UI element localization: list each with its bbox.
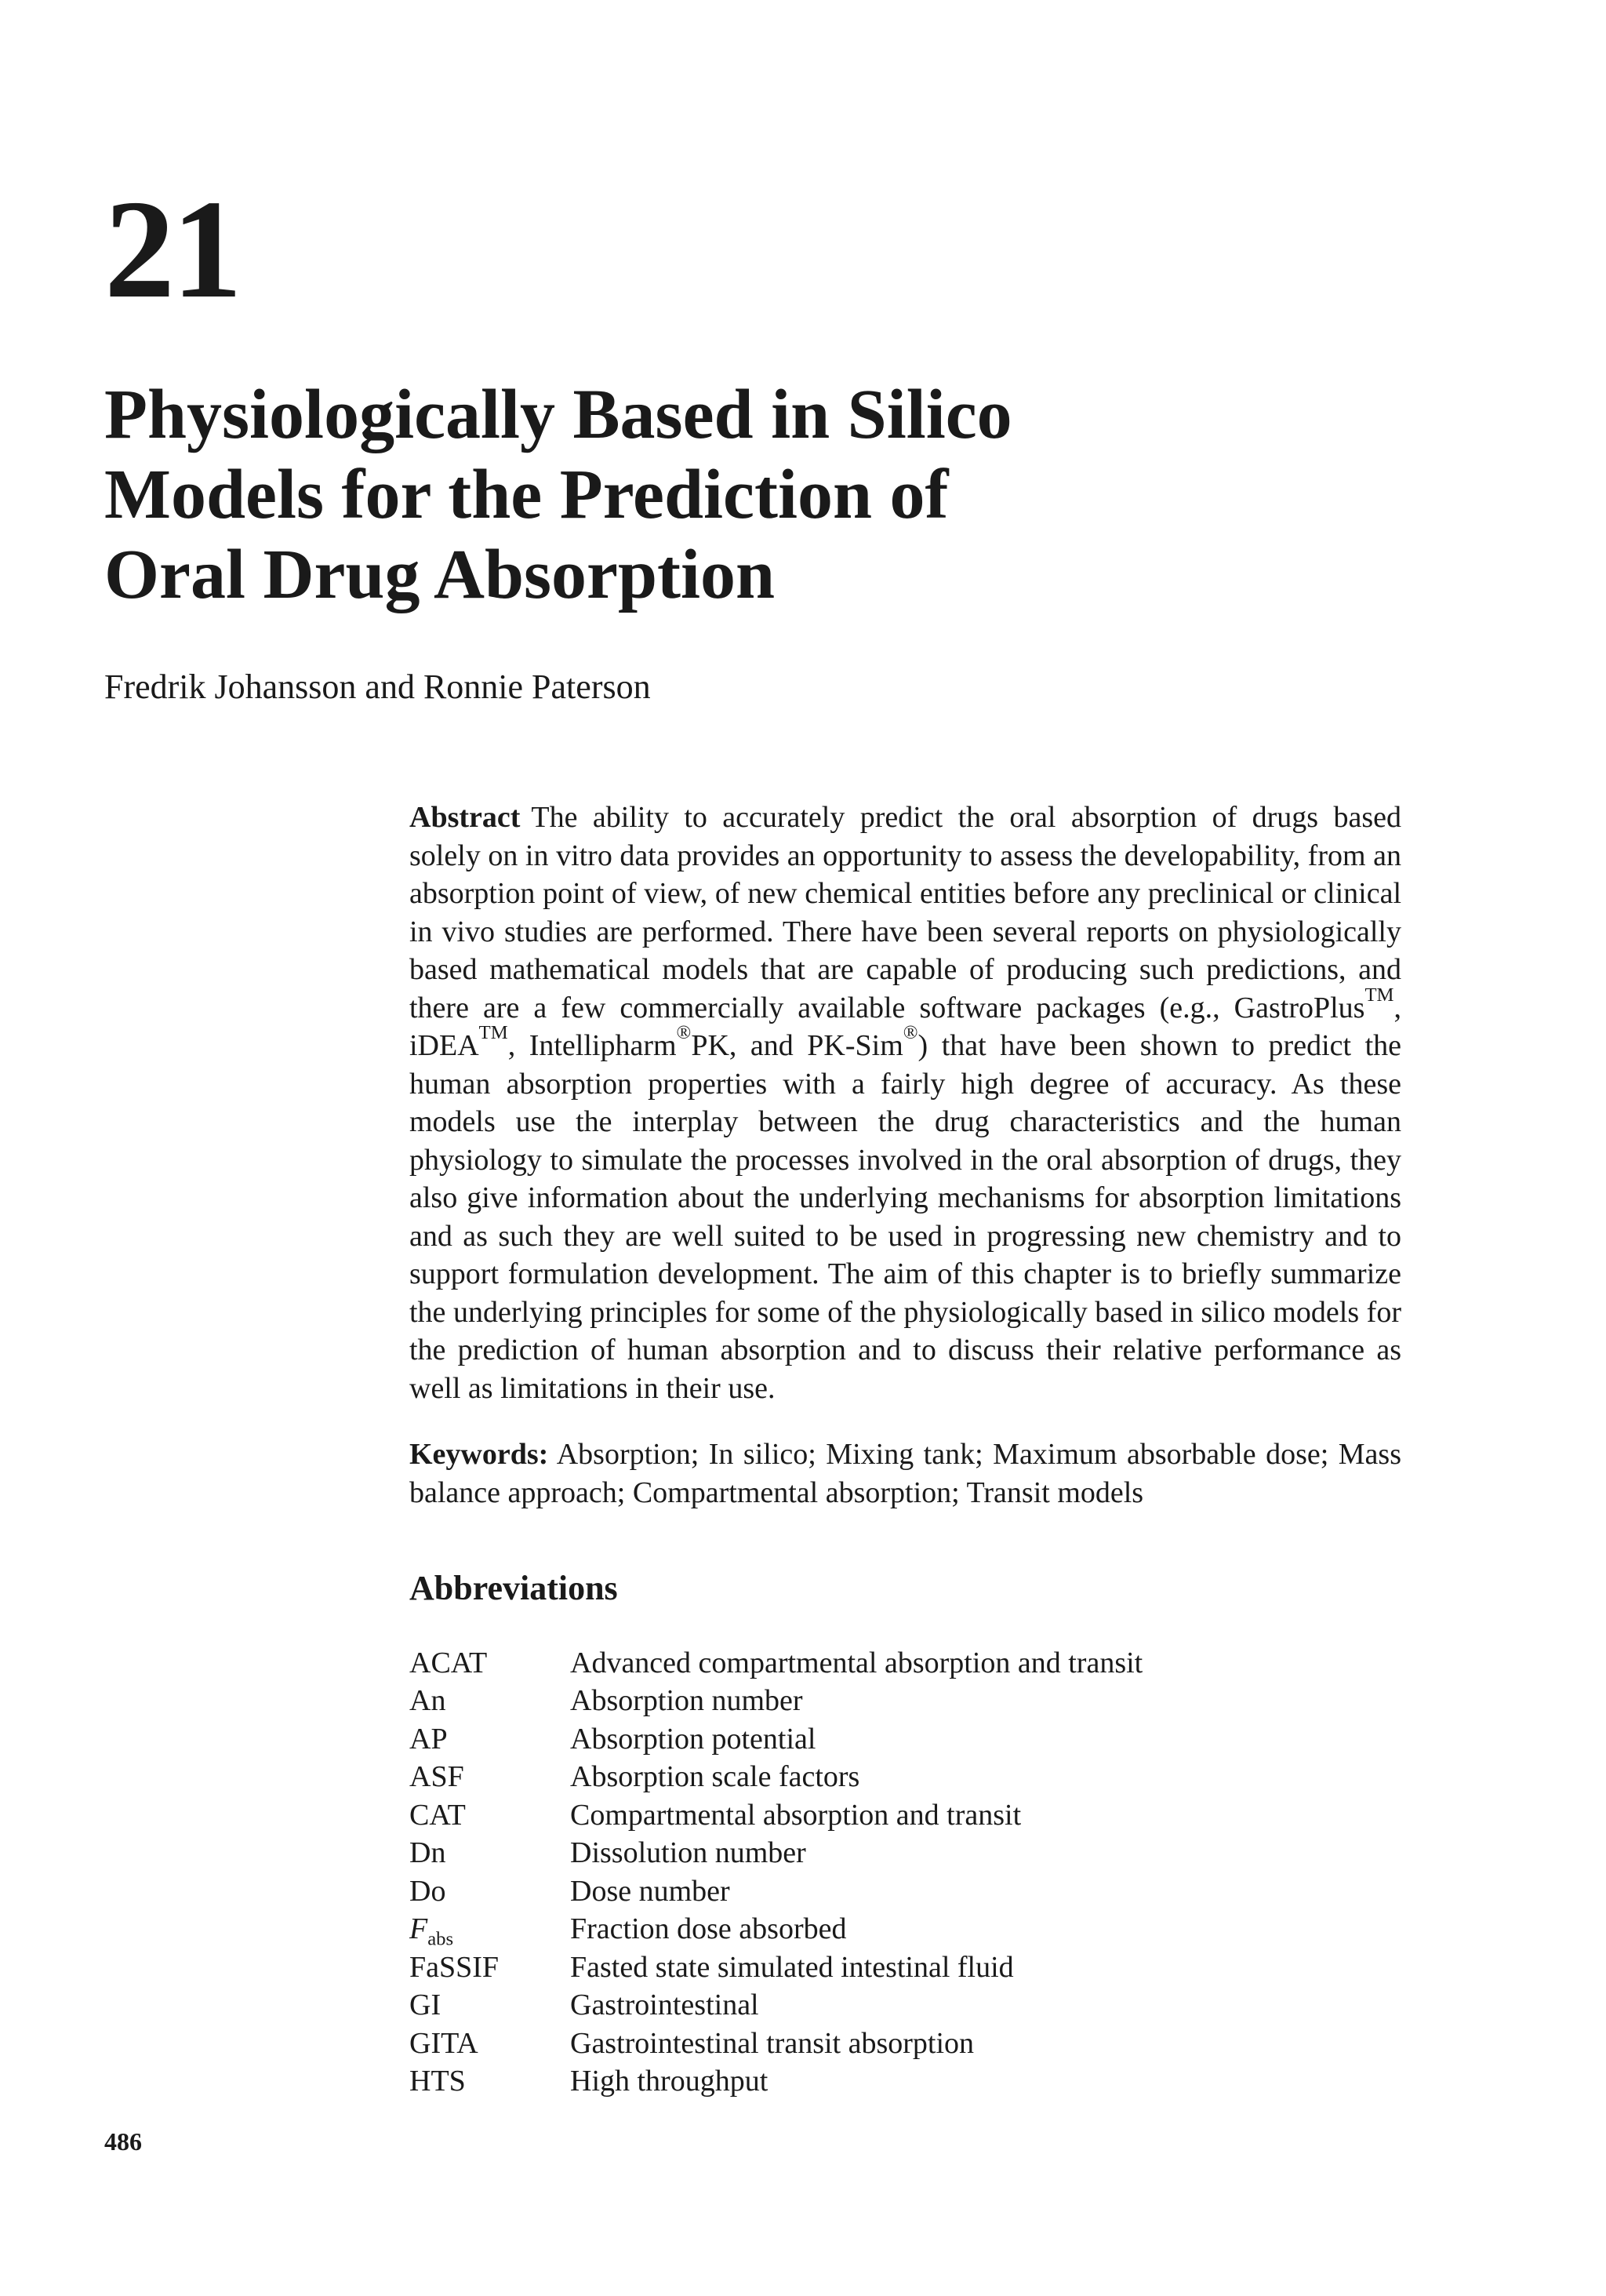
abstract-text: ) that have been shown to predict the human absorption properties with a fairly high degree of accuracy. As these models use the interplay between the drug characteristics and the human physiology to simulate the processes involved in the oral absorption of drugs, they also give information about the underlying mechanisms for absorption limitations and as such they are well suited to be used in progressing new chemistry and to support formulation development. The aim of this chapter is to briefly summarize the underlying principles for some of the physiologically based in silico models for the prediction of human absorption and to discuss their relative performance as well as limitations in their use. (409, 1029, 1401, 1405)
abbreviation-definition: Dose number (570, 1874, 730, 1908)
chapter-title-line: Models for the Prediction of (104, 456, 949, 533)
abbreviation-definition: Absorption potential (570, 1722, 816, 1756)
abstract-label: Abstract (409, 801, 521, 834)
abbreviation-row (409, 1949, 1401, 1987)
keywords-label: Keywords: (409, 1438, 549, 1471)
keywords (409, 1435, 1401, 1512)
abbreviation-definition: Absorption scale factors (570, 1760, 860, 1794)
abbreviations-heading: Abbreviations (409, 1569, 618, 1607)
abstract (409, 799, 1401, 1407)
abbreviation-term: ACAT (409, 1646, 488, 1679)
abbreviation-row (409, 2025, 1401, 2063)
keywords-text: Absorption; In silico; Mixing tank; Maximum absorbable dose; Mass balance approach; Compartmental absorption; Transit models (409, 1438, 1401, 1509)
abbreviation-term: FaSSIF (409, 1950, 500, 1984)
abbreviation-term: GI (409, 1989, 441, 2022)
chapter-content (409, 799, 1401, 2101)
abstract-text: , Intellipharm (507, 1029, 677, 1062)
abbreviation-definition: Gastrointestinal (570, 1989, 759, 2022)
abbreviation-definition: Compartmental absorption and transit (570, 1798, 1022, 1832)
page-number: 486 (104, 2127, 142, 2156)
abstract-text: , iDEA (409, 991, 1401, 1062)
abbreviation-term: Dn (409, 1836, 446, 1870)
abbreviation-term: An (409, 1684, 446, 1718)
authors: Fredrik Johansson and Ronnie Paterson (104, 668, 651, 706)
abbreviation-term (409, 1910, 570, 1949)
trademark-symbol: TM (1364, 984, 1394, 1006)
abbreviation-term: HTS (409, 2065, 466, 2098)
abbreviation-row (409, 1758, 1401, 1796)
chapter-number: 21 (104, 171, 239, 327)
abbreviation-row (409, 1720, 1401, 1759)
abbreviation-definition: Gastrointestinal transit absorption (570, 2026, 975, 2060)
registered-symbol: ® (903, 1022, 918, 1044)
chapter-title-line: Physiologically Based in Silico (104, 376, 1012, 453)
abbreviation-row (409, 1834, 1401, 1872)
abbreviation-term: Do (409, 1874, 446, 1908)
abbreviation-row (409, 1910, 1401, 1949)
abbreviation-row (409, 2062, 1401, 2101)
abbreviations-list (409, 1644, 1401, 2101)
registered-symbol: ® (676, 1022, 692, 1044)
abbreviation-term: ASF (409, 1760, 464, 1794)
abbreviation-term-subscript: abs (427, 1928, 454, 1950)
abbreviation-row (409, 1682, 1401, 1720)
abbreviation-term: GITA (409, 2026, 478, 2060)
abstract-text: PK, and PK-Sim (691, 1029, 903, 1062)
chapter-title-line: Oral Drug Absorption (104, 536, 776, 613)
abbreviation-definition: Advanced compartmental absorption and transit (570, 1646, 1143, 1679)
abbreviation-definition: Absorption number (570, 1684, 803, 1718)
abbreviation-term-main: F (409, 1912, 428, 1946)
abbreviation-definition: Fraction dose absorbed (570, 1912, 847, 1946)
abbreviation-term: CAT (409, 1798, 466, 1832)
trademark-symbol: TM (478, 1022, 508, 1044)
abbreviation-definition: Fasted state simulated intestinal fluid (570, 1950, 1014, 1984)
abbreviation-row (409, 1796, 1401, 1835)
abbreviation-definition: High throughput (570, 2065, 768, 2098)
abbreviation-row (409, 1986, 1401, 2025)
abbreviation-definition: Dissolution number (570, 1836, 806, 1870)
chapter-title (104, 375, 1281, 615)
abstract-text: The ability to accurately predict the oral absorption of drugs based solely on in vitro data provides an opportunity to assess the developability, from an absorption point of view, of new chemical entities before any preclinical or clinical in vivo studies are performed. There have been several reports on physiologically based mathematical models that are capable of producing such predictions, and there are a few commercially available software packages (e.g., GastroPlus (409, 801, 1401, 1024)
abbreviation-term: AP (409, 1722, 448, 1756)
abbreviation-row (409, 1872, 1401, 1911)
abbreviation-row (409, 1644, 1401, 1683)
